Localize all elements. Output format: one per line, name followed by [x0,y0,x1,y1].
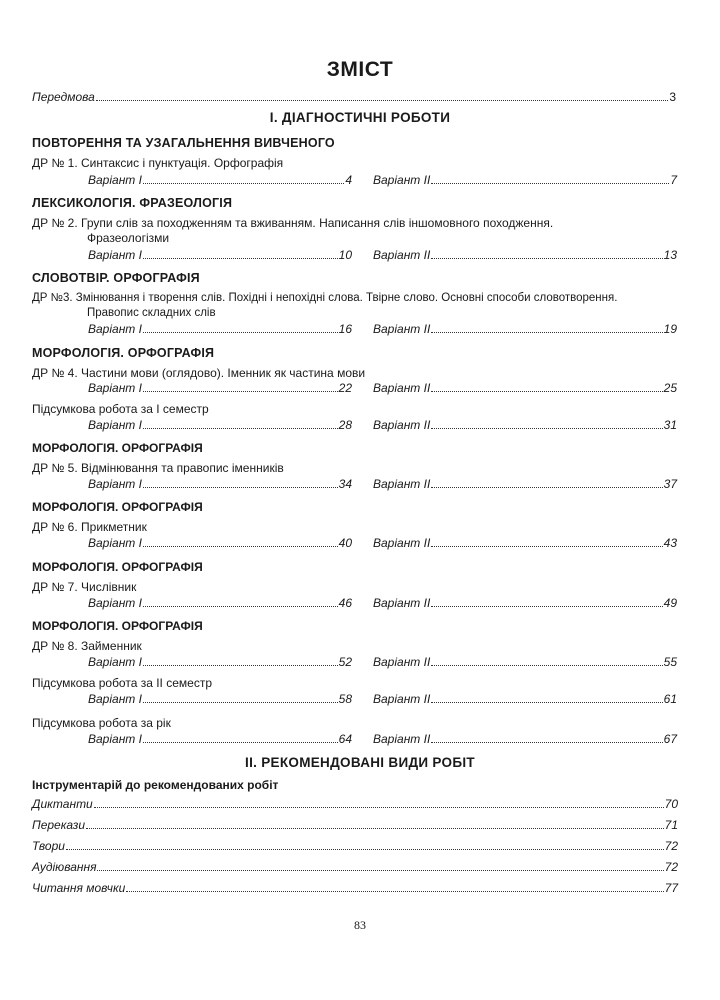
summary-work-title: Підсумкова робота за рік [32,716,171,730]
toc-entry-variant-2: Варіант II 67 [373,732,677,746]
toc-entry-label: Передмова [32,90,95,104]
page-number: 83 [354,918,366,932]
toc-entry-variant-2: Варіант II 25 [373,381,677,395]
work-title: ДР № 8. Займенник [32,639,142,653]
toc-entry-variant-2: Варіант II 49 [373,596,677,610]
block-heading: МОРФОЛОГІЯ. ОРФОГРАФІЯ [32,500,203,514]
toc-entry-variant-2: Варіант II 31 [373,418,677,432]
section-title: II. РЕКОМЕНДОВАНІ ВИДИ РОБІТ [245,755,475,770]
work-title: ДР № 5. Відмінювання та правопис іменників [32,461,284,475]
summary-work-title: Підсумкова робота за II семестр [32,676,212,690]
work-title: ДР № 2. Групи слів за походженням та вживанням. Написання слів іншомовного походження. Фразеологізми [32,216,554,245]
toc-entry: Твори 72 [32,839,678,853]
toc-entry: Диктанти 70 [32,797,678,811]
block-heading: СЛОВОТВІР. ОРФОГРАФІЯ [32,271,200,285]
work-title: ДР №3. Змінювання і творення слів. Похідні і непохідні слова. Твірне слово. Основні способи словотворення. Правопис складних слів [32,292,618,319]
toc-entry: Аудіювання 72 [32,860,678,874]
work-title: ДР № 7. Числівник [32,580,137,594]
block-heading: Інструментарій до рекомендованих робіт [32,778,279,792]
toc-entry: Читання мовчки 77 [32,881,678,895]
block-heading: ПОВТОРЕННЯ ТА УЗАГАЛЬНЕННЯ ВИВЧЕНОГО [32,136,335,150]
block-heading: МОРФОЛОГІЯ. ОРФОГРАФІЯ [32,560,203,574]
toc-entry-variant-1: Варіант I 40 [88,536,352,550]
page-title: ЗМІСТ [326,58,394,81]
work-title: ДР № 6. Прикметник [32,520,147,534]
toc-entry-variant-2: Варіант II 37 [373,477,677,491]
work-title: ДР № 1. Синтаксис і пунктуація. Орфографія [32,156,284,170]
summary-work-title: Підсумкова робота за I семестр [32,402,209,416]
work-title: ДР № 4. Частини мови (оглядово). Іменник як частина мови [32,366,366,380]
toc-entry-variant-1: Варіант I 34 [88,477,352,491]
toc-entry-variant-1: Варіант I 10 [88,248,352,262]
toc-entry-variant-1: Варіант I 64 [88,732,352,746]
toc-entry-variant-2: Варіант II 13 [373,248,677,262]
toc-entry-variant-1: Варіант I 16 [88,322,352,336]
block-heading: МОРФОЛОГІЯ. ОРФОГРАФІЯ [32,441,203,455]
toc-entry: Перекази 71 [32,818,678,832]
toc-entry-variant-2: Варіант II 43 [373,536,677,550]
toc-entry-preface [32,90,676,104]
toc-entry-variant-2: Варіант II 19 [373,322,677,336]
toc-entry-variant-2: Варіант II 55 [373,655,677,669]
toc-entry-variant-2: Варіант II 61 [373,692,677,706]
section-title: I. ДІАГНОСТИЧНІ РОБОТИ [269,110,451,125]
block-heading: ЛЕКСИКОЛОГІЯ. ФРАЗЕОЛОГІЯ [32,196,233,210]
toc-entry-variant-1: Варіант I 22 [88,381,352,395]
toc-entry-variant-1: Варіант I 4 [88,173,352,187]
toc-entry-variant-2: Варіант II 7 [373,173,677,187]
toc-entry-variant-1: Варіант I 46 [88,596,352,610]
toc-entry-variant-1: Варіант I 28 [88,418,352,432]
toc-entry-variant-1: Варіант I 58 [88,692,352,706]
block-heading: МОРФОЛОГІЯ. ОРФОГРАФІЯ [32,346,215,360]
dot-leader [96,91,669,101]
toc-entry-page: 3 [669,90,676,104]
toc-entry-variant-1: Варіант I 52 [88,655,352,669]
block-heading: МОРФОЛОГІЯ. ОРФОГРАФІЯ [32,619,203,633]
